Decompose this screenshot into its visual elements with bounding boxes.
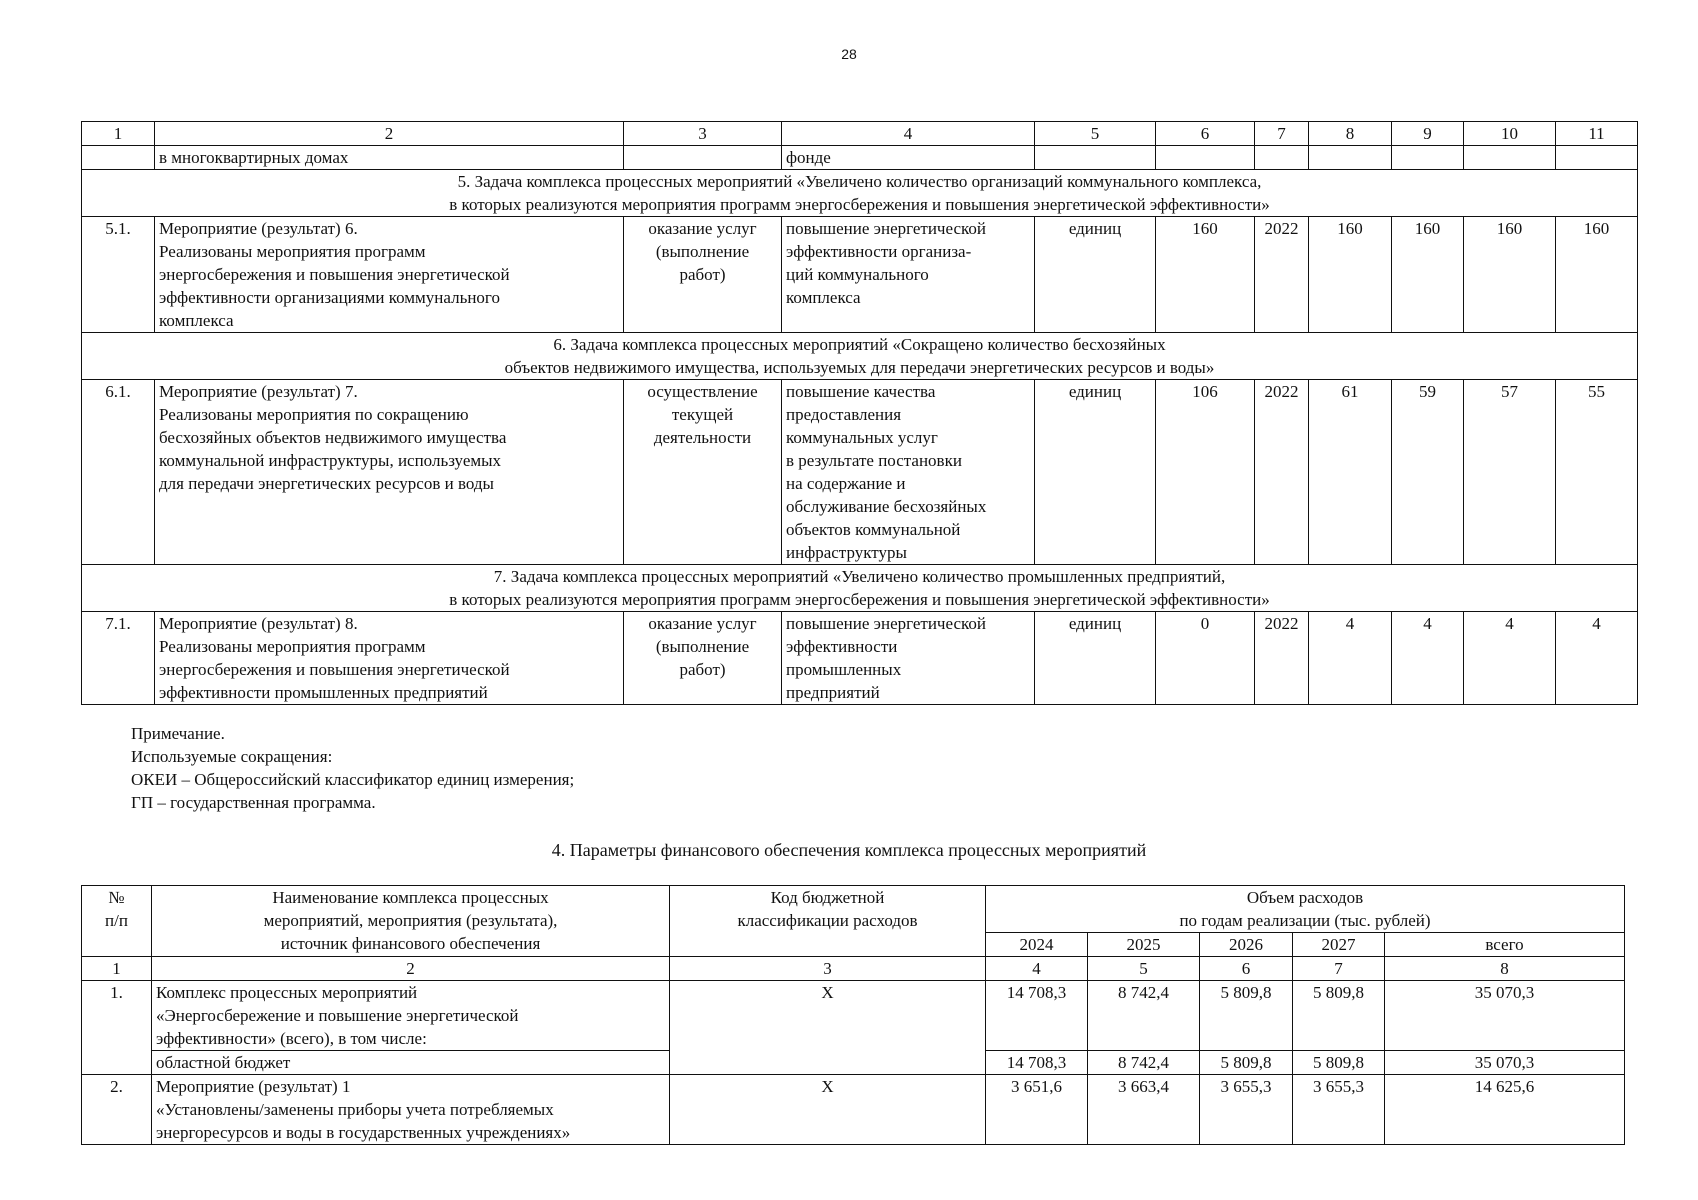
header-year: 2025 bbox=[1088, 933, 1200, 957]
row-base-year: 2022 bbox=[1255, 380, 1309, 565]
row-name: Мероприятие (результат) 1 «Установлены/заменены приборы учета потребляемых энергоресурсов и воды в государственных учреждениях» bbox=[152, 1075, 670, 1145]
value-2025: 3 663,4 bbox=[1088, 1075, 1200, 1145]
table-row bbox=[82, 981, 1625, 1051]
header-year: 2027 bbox=[1293, 933, 1385, 957]
row-name: Мероприятие (результат) 8. Реализованы мероприятия программ энергосбережения и повышения энергетической эффективности промышленных предприятий bbox=[155, 612, 624, 705]
cont-text: фонде bbox=[782, 146, 1035, 170]
row-number: 6.1. bbox=[82, 380, 155, 565]
header-cell: 4 bbox=[782, 122, 1035, 146]
row-base-year: 2022 bbox=[1255, 612, 1309, 705]
cont-text: в многоквартирных домах bbox=[155, 146, 624, 170]
header-cell: 5 bbox=[1035, 122, 1156, 146]
row-value-2024: 61 bbox=[1309, 380, 1392, 565]
row-base-value: 106 bbox=[1156, 380, 1255, 565]
value-2027: 5 809,8 bbox=[1293, 1051, 1385, 1075]
row-base-value: 0 bbox=[1156, 612, 1255, 705]
row-value-2025: 160 bbox=[1392, 217, 1464, 333]
header-year: 2026 bbox=[1200, 933, 1293, 957]
value-total: 14 625,6 bbox=[1385, 1075, 1625, 1145]
note-block bbox=[131, 722, 574, 814]
table-row bbox=[82, 380, 1638, 565]
value-2026: 5 809,8 bbox=[1200, 1051, 1293, 1075]
header-cell: 7 bbox=[1255, 122, 1309, 146]
value-2027: 5 809,8 bbox=[1293, 981, 1385, 1051]
row-description: повышение энергетической эффективности промышленных предприятий bbox=[782, 612, 1035, 705]
value-2025: 8 742,4 bbox=[1088, 1051, 1200, 1075]
row-number: 5.1. bbox=[82, 217, 155, 333]
header-volume: Объем расходов по годам реализации (тыс. рублей) bbox=[986, 886, 1625, 933]
row-value-2026: 4 bbox=[1464, 612, 1556, 705]
financing-table bbox=[81, 885, 1625, 1145]
row-value-2024: 4 bbox=[1309, 612, 1392, 705]
value-2027: 3 655,3 bbox=[1293, 1075, 1385, 1145]
continuation-row bbox=[82, 146, 1638, 170]
note-line: ОКЕИ – Общероссийский классификатор единиц измерения; bbox=[131, 770, 575, 789]
header-cell: 6 bbox=[1156, 122, 1255, 146]
row-value-2024: 160 bbox=[1309, 217, 1392, 333]
value-2025: 8 742,4 bbox=[1088, 981, 1200, 1051]
row-name: Комплекс процессных мероприятий «Энергосбережение и повышение энергетической эффективности» (всего), в том числе: bbox=[152, 981, 670, 1051]
results-table bbox=[81, 121, 1638, 705]
row-type: осуществление текущей деятельности bbox=[624, 380, 782, 565]
row-value-2027: 4 bbox=[1556, 612, 1638, 705]
col-number: 7 bbox=[1293, 957, 1385, 981]
table-row bbox=[82, 612, 1638, 705]
header-name: Наименование комплекса процессных мероприятий, мероприятия (результата), источник финансового обеспечения bbox=[152, 886, 670, 957]
header-cell: 10 bbox=[1464, 122, 1556, 146]
col-number: 3 bbox=[670, 957, 986, 981]
row-value-2026: 160 bbox=[1464, 217, 1556, 333]
task-title: 5. Задача комплекса процессных мероприятий «Увеличено количество организаций коммунального комплекса, в которых реализуются мероприятия программ энергосбережения и повышения энергетической эффективности» bbox=[82, 170, 1638, 217]
value-2026: 3 655,3 bbox=[1200, 1075, 1293, 1145]
row-description: повышение качества предоставления коммунальных услуг в результате постановки на содержание и обслуживание бесхозяйных объектов коммунальной инфраструктуры bbox=[782, 380, 1035, 565]
note-line: ГП – государственная программа. bbox=[131, 793, 376, 812]
header-cell: 9 bbox=[1392, 122, 1464, 146]
col-number: 2 bbox=[152, 957, 670, 981]
task-title: 6. Задача комплекса процессных мероприятий «Сокращено количество бесхозяйных объектов недвижимого имущества, используемых для передачи энергетических ресурсов и воды» bbox=[82, 333, 1638, 380]
header-year: 2024 bbox=[986, 933, 1088, 957]
section-title: 4. Параметры финансового обеспечения комплекса процессных мероприятий bbox=[551, 840, 1147, 860]
task-row bbox=[82, 565, 1638, 612]
header-cell: 2 bbox=[155, 122, 624, 146]
row-unit: единиц bbox=[1035, 380, 1156, 565]
row-value-2027: 55 bbox=[1556, 380, 1638, 565]
value-2024: 3 651,6 bbox=[986, 1075, 1088, 1145]
row-base-year: 2022 bbox=[1255, 217, 1309, 333]
value-total: 35 070,3 bbox=[1385, 981, 1625, 1051]
row-code: Х bbox=[670, 981, 986, 1075]
row-value-2025: 4 bbox=[1392, 612, 1464, 705]
col-number: 4 bbox=[986, 957, 1088, 981]
row-unit: единиц bbox=[1035, 612, 1156, 705]
header-row bbox=[82, 122, 1638, 146]
value-2024: 14 708,3 bbox=[986, 981, 1088, 1051]
row-name: Мероприятие (результат) 7. Реализованы мероприятия по сокращению бесхозяйных объектов недвижимого имущества коммунальной инфраструктуры, используемых для передачи энергетических ресурсов и воды bbox=[155, 380, 624, 565]
task-title: 7. Задача комплекса процессных мероприятий «Увеличено количество промышленных предприятий, в которых реализуются мероприятия программ энергосбережения и повышения энергетической эффективности» bbox=[82, 565, 1638, 612]
table-row bbox=[82, 217, 1638, 333]
note-line: Используемые сокращения: bbox=[131, 747, 333, 766]
row-source: областной бюджет bbox=[152, 1051, 670, 1075]
row-value-2025: 59 bbox=[1392, 380, 1464, 565]
col-number: 5 bbox=[1088, 957, 1200, 981]
row-description: повышение энергетической эффективности организа- ций коммунального комплекса bbox=[782, 217, 1035, 333]
value-2026: 5 809,8 bbox=[1200, 981, 1293, 1051]
column-numbers-row bbox=[82, 957, 1625, 981]
row-number: 1. bbox=[82, 981, 152, 1075]
col-number: 1 bbox=[82, 957, 152, 981]
header-code: Код бюджетной классификации расходов bbox=[670, 886, 986, 957]
header-cell: 8 bbox=[1309, 122, 1392, 146]
row-name: Мероприятие (результат) 6. Реализованы мероприятия программ энергосбережения и повышения энергетической эффективности организациями коммунального комплекса bbox=[155, 217, 624, 333]
row-number: 2. bbox=[82, 1075, 152, 1145]
row-base-value: 160 bbox=[1156, 217, 1255, 333]
row-number: 7.1. bbox=[82, 612, 155, 705]
value-total: 35 070,3 bbox=[1385, 1051, 1625, 1075]
row-unit: единиц bbox=[1035, 217, 1156, 333]
col-number: 8 bbox=[1385, 957, 1625, 981]
row-value-2026: 57 bbox=[1464, 380, 1556, 565]
col-number: 6 bbox=[1200, 957, 1293, 981]
value-2024: 14 708,3 bbox=[986, 1051, 1088, 1075]
header-total: всего bbox=[1385, 933, 1625, 957]
table-row bbox=[82, 1075, 1625, 1145]
header-cell: 3 bbox=[624, 122, 782, 146]
row-type: оказание услуг (выполнение работ) bbox=[624, 217, 782, 333]
header-cell: 11 bbox=[1556, 122, 1638, 146]
row-code: Х bbox=[670, 1075, 986, 1145]
header-num: № п/п bbox=[82, 886, 152, 957]
note-line: Примечание. bbox=[131, 724, 225, 743]
row-value-2027: 160 bbox=[1556, 217, 1638, 333]
task-row bbox=[82, 170, 1638, 217]
task-row bbox=[82, 333, 1638, 380]
header-cell: 1 bbox=[82, 122, 155, 146]
page-number: 28 bbox=[841, 46, 857, 62]
header-row bbox=[82, 886, 1625, 933]
row-type: оказание услуг (выполнение работ) bbox=[624, 612, 782, 705]
